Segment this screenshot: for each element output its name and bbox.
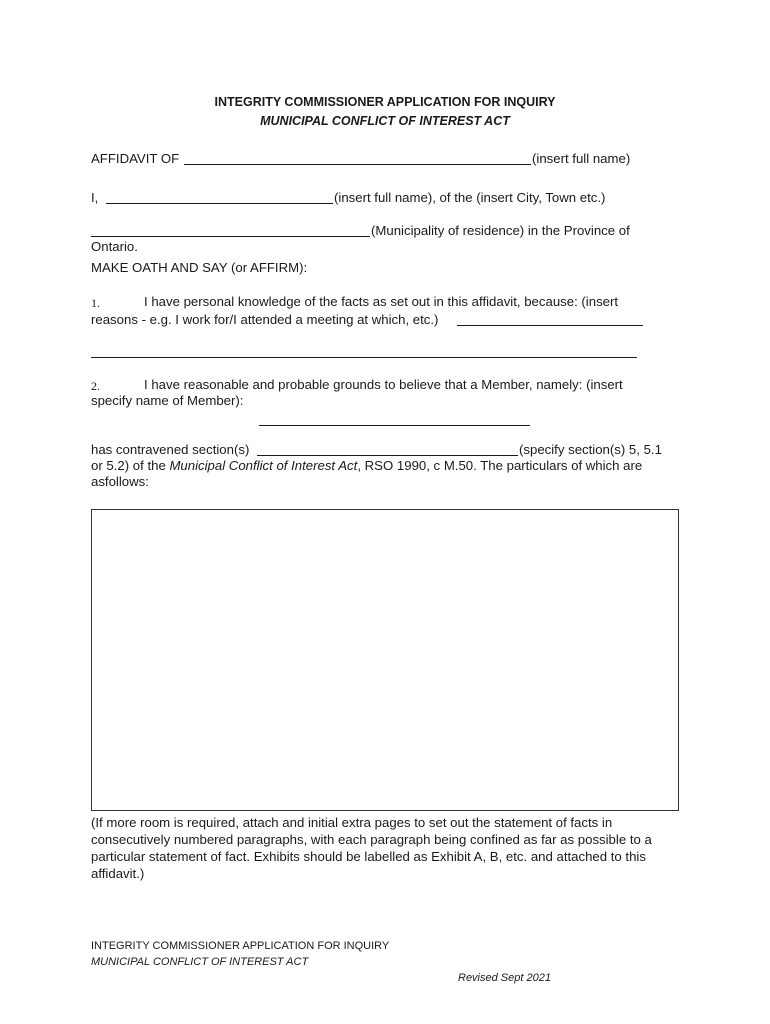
affidavit-label: AFFIDAVIT OF [91,151,180,166]
contravened-line3: asfollows: [91,474,149,489]
document-title: INTEGRITY COMMISSIONER APPLICATION FOR INQUIRY [214,95,556,109]
contravened-prefix: has contravened section(s) [91,442,250,457]
footer-subtitle: MUNICIPAL CONFLICT OF INTEREST ACT [91,956,309,968]
oath-text: MAKE OATH AND SAY (or AFFIRM): [91,260,308,275]
province-text: Ontario. [91,239,138,254]
municipality-hint: (Municipality of residence) in the Province of [371,223,630,238]
declarant-name-hint: (insert full name), of the (insert City, Town etc.) [334,190,606,205]
para1-line1: I have personal knowledge of the facts as set out in this affidavit, because: (insert [144,294,619,309]
declarant-prefix: I, [91,190,99,205]
para1-number: 1. [91,296,100,310]
declarant-name-field[interactable] [106,203,333,204]
para1-line2: reasons - e.g. I work for/I attended a meeting at which, etc.) [91,312,439,327]
act-name: Municipal Conflict of Interest Act [169,458,358,473]
document-subtitle: MUNICIPAL CONFLICT OF INTEREST ACT [260,114,510,128]
revised-date: Revised Sept 2021 [458,972,551,984]
para1-reasons-field-2[interactable] [91,357,637,358]
note-line1: (If more room is required, attach and initial extra pages to set out the statement of facts in [91,815,613,830]
member-name-field[interactable] [259,425,530,426]
para1-reasons-field[interactable] [457,325,643,326]
affidavit-name-field[interactable] [184,164,531,165]
para2-line1: I have reasonable and probable grounds to believe that a Member, namely: (insert [144,377,623,392]
note-line3: particular statement of fact. Exhibits should be labelled as Exhibit A, B, etc. and attached to this [91,849,646,864]
note-line4: affidavit.) [91,866,145,881]
para2-number: 2. [91,379,100,393]
contravened-line2-pre: or 5.2) of the [91,458,170,473]
contravened-line2 [91,458,642,473]
contravened-line2-post: , RSO 1990, c M.50. The particulars of which are [357,458,643,473]
note-line2: consecutively numbered paragraphs, with each paragraph being confined as far as possible to a [91,832,652,847]
para2-line2: specify name of Member): [91,393,244,408]
sections-field[interactable] [257,455,518,456]
particulars-text-box[interactable] [91,509,679,811]
municipality-field[interactable] [91,236,370,237]
sections-hint: (specify section(s) 5, 5.1 [519,442,662,457]
footer-title: INTEGRITY COMMISSIONER APPLICATION FOR INQUIRY [91,940,390,952]
affidavit-name-hint: (insert full name) [532,151,631,166]
